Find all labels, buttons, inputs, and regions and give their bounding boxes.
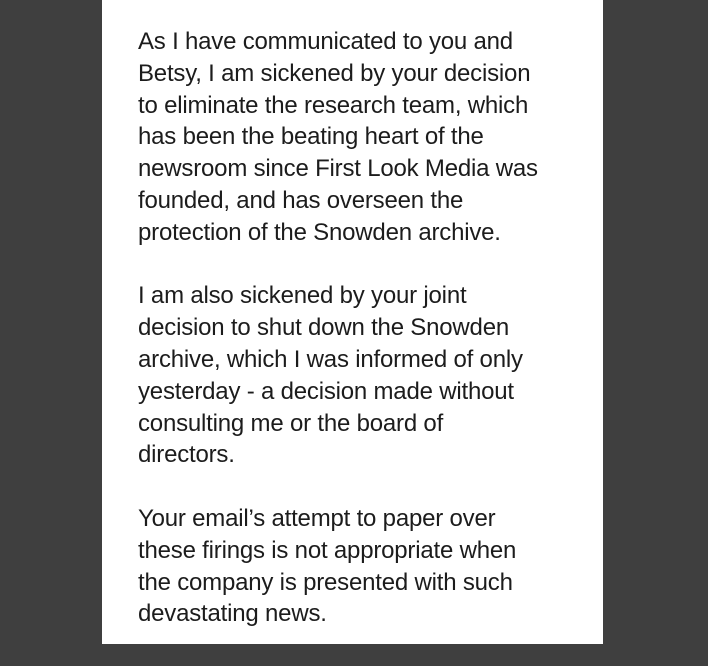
paragraph-3 [138,503,588,630]
text-line: archive, which I was informed of only [138,345,523,373]
paragraph-1 [138,26,588,249]
paragraph-2 [138,280,588,471]
text-line: newsroom since First Look Media was [138,155,538,183]
text-line: to eliminate the research team, which [138,91,529,119]
text-line: yesterday - a decision made without [138,377,514,405]
text-line: Betsy, I am sickened by your decision [138,59,531,87]
text-line: has been the beating heart of the [138,123,484,151]
document-page [102,0,603,644]
text-line: protection of the Snowden archive. [138,218,501,246]
text-line: Your email’s attempt to paper over [138,504,496,532]
text-line: consulting me or the board of [138,409,444,437]
letter-body [138,26,588,630]
text-line: decision to shut down the Snowden [138,314,509,342]
text-line: the company is presented with such [138,568,513,596]
text-line: founded, and has overseen the [138,186,464,214]
text-line: As I have communicated to you and [138,28,513,55]
text-line: devastating news. [138,600,327,628]
text-line: these firings is not appropriate when [138,536,517,564]
text-line: directors. [138,441,235,469]
text-line: I am also sickened by your joint [138,282,467,310]
